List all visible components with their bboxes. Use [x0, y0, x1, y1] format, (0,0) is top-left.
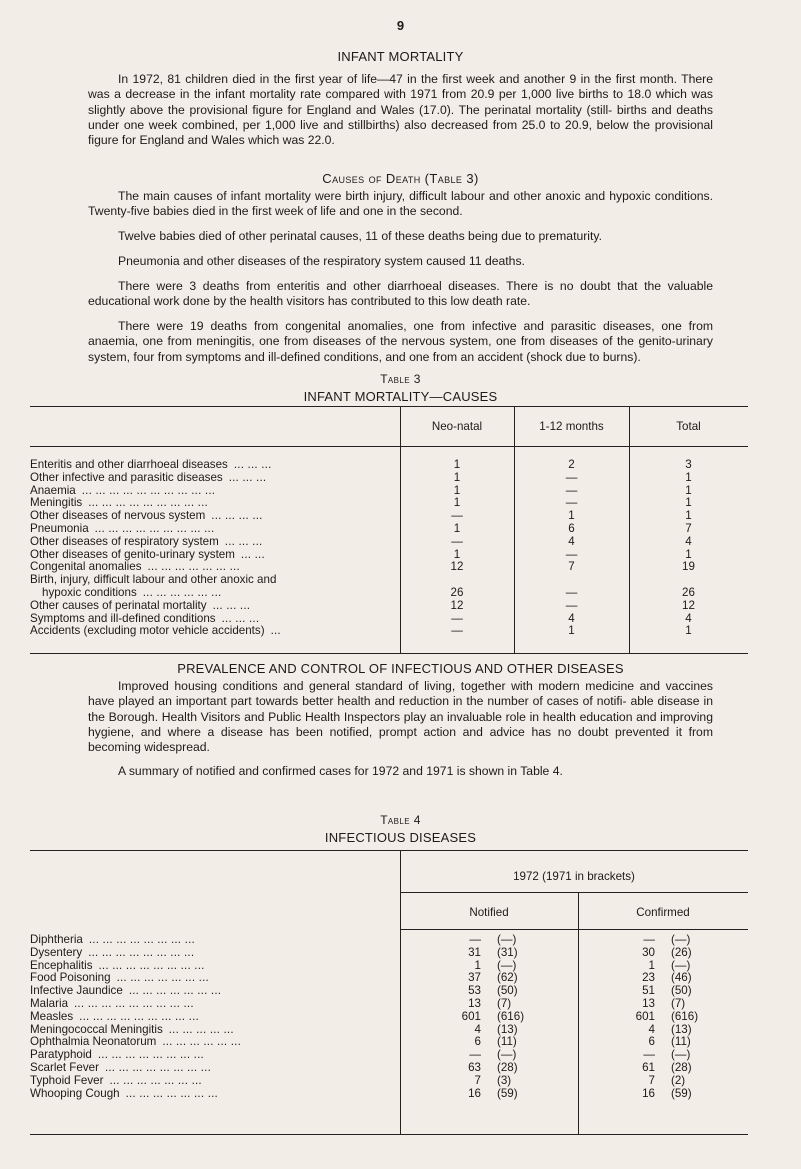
prevalence-paragraph-2: A summary of notified and confirmed cases for 1972 and 1971 is shown in Table 4.: [118, 764, 563, 778]
confirmed-1972: 6: [648, 1035, 655, 1049]
confirmed-1972: 51: [642, 984, 655, 998]
table3: [30, 406, 748, 654]
cause-label: Birth, injury, difficult labour and other anoxic and: [30, 573, 277, 587]
confirmed-1971: (28): [671, 1060, 692, 1074]
neo-natal-value: —: [451, 624, 463, 638]
total-value: 1: [685, 470, 692, 484]
table4-title: INFECTIOUS DISEASES: [324, 830, 477, 845]
months-value: 6: [568, 521, 575, 535]
disease-label: Ophthalmia Neonatorum: [30, 1035, 157, 1049]
table4-row: [30, 1088, 748, 1101]
leader-dots: ... ... ...: [233, 458, 272, 471]
neo-natal-value: —: [451, 611, 463, 625]
disease-cell: [30, 934, 400, 947]
notified-1971: (13): [497, 1022, 518, 1036]
notified-1972: 63: [468, 1060, 481, 1074]
notified-1971: (59): [497, 1086, 518, 1100]
total-value: 1: [685, 509, 692, 523]
table4-row: [30, 1062, 748, 1075]
notified-1972: 31: [468, 945, 481, 959]
cause-label: Meningitis: [30, 496, 83, 510]
confirmed-1971: (616): [671, 1009, 699, 1023]
notified-1971: (—): [497, 1048, 517, 1062]
confirmed-1972: 1: [648, 958, 655, 972]
disease-label: Encephalitis: [30, 958, 93, 972]
notified-1972: 13: [468, 996, 481, 1010]
prevalence-heading: PREVALENCE AND CONTROL OF INFECTIOUS AND OTHER DISEASES: [177, 661, 624, 676]
confirmed-1971: (—): [671, 958, 691, 972]
confirmed-1971: (50): [671, 984, 692, 998]
leader-dots: ... ... ... ... ... ... ...: [128, 984, 222, 998]
table4-row: [30, 1075, 748, 1088]
prevalence-paragraph-1: Improved housing conditions and general standard of living, together with modern medicine and vaccines have played an important part towards better health and reduction in the number of cases of notifi- able disease in the Borough. Health Visitors and Public Health Inspectors play an invaluable role in health education and improving hygiene, and where a disease has been notified, prompt action and advice has no doubt prevented it from becoming widespread.: [88, 679, 713, 755]
neo-natal-value: 12: [450, 560, 464, 574]
months-value: —: [565, 585, 578, 599]
disease-label: Food Poisoning: [30, 971, 111, 985]
neo-natal-value: 1: [453, 470, 461, 484]
leader-dots: ... ... ... ... ... ...: [142, 585, 222, 599]
table3-label: Table 3: [380, 372, 421, 386]
leader-dots: ... ... ...: [224, 534, 263, 548]
total-value: 1: [685, 547, 692, 561]
table3-title: INFANT MORTALITY—CAUSES: [303, 389, 498, 404]
leader-dots: ... ... ... ... ... ... ... ... ...: [94, 521, 215, 535]
leader-dots: ... ... ... ... ...: [168, 1022, 234, 1036]
notified-1972: 601: [461, 1009, 481, 1023]
cause-label: Other infective and parasitic diseases: [30, 470, 223, 484]
disease-cell: [30, 1088, 400, 1101]
confirmed-1972: 7: [648, 1073, 655, 1087]
confirmed-1971: (7): [671, 996, 686, 1010]
leader-dots: ... ... ... ... ... ... ... ...: [97, 1048, 204, 1062]
table4: [30, 850, 748, 1136]
total-value: 19: [682, 560, 695, 574]
confirmed-1972: 4: [648, 1022, 655, 1036]
causes-paragraph-1: The main causes of infant mortality were birth injury, difficult labour and other anoxic and hypoxic conditions. Twenty-five babies died in the first week of life and one in the second.: [88, 189, 713, 219]
disease-label: Malaria: [30, 996, 69, 1010]
disease-label: Scarlet Fever: [30, 1060, 99, 1074]
total-value: 7: [685, 521, 692, 535]
col-total: Total: [676, 420, 701, 433]
cause-label: Pneumonia: [30, 521, 89, 535]
neo-natal-value: 1: [453, 458, 461, 471]
total-value: 4: [685, 611, 692, 625]
notified-1971: (50): [497, 984, 518, 998]
cause-cell: [30, 472, 400, 485]
cause-label: Congenital anomalies: [30, 560, 142, 574]
neo-natal-value: 1: [453, 521, 461, 535]
months-value: 4: [568, 534, 575, 548]
leader-dots: ... ... ... ... ... ... ... ... ...: [88, 496, 208, 510]
infant-mortality-heading: INFANT MORTALITY: [337, 49, 464, 64]
months-value: —: [565, 470, 578, 484]
leader-dots: ... ... ...: [212, 598, 251, 612]
months-value: 1: [568, 509, 575, 523]
leader-dots: ... ...: [240, 547, 265, 561]
leader-dots: ... ... ...: [228, 470, 267, 484]
confirmed-1972: 16: [642, 1086, 655, 1100]
confirmed-1971: (11): [671, 1035, 691, 1049]
neo-natal-value: 1: [453, 496, 461, 510]
leader-dots: ... ... ... ... ... ... ...: [125, 1086, 218, 1100]
leader-dots: ... ... ... ... ... ... ... ...: [104, 1060, 212, 1074]
table4-row: [30, 947, 748, 960]
neo-natal-value: —: [451, 534, 463, 548]
leader-dots: ... ... ... ... ... ... ...: [109, 1073, 202, 1087]
table4-row: [30, 998, 748, 1011]
months-value: 7: [568, 560, 575, 574]
notified-1972: 1: [474, 958, 481, 972]
cause-label: Other diseases of respiratory system: [30, 534, 219, 548]
cause-cell: [30, 625, 400, 638]
disease-label: Infective Jaundice: [30, 984, 123, 998]
confirmed-1972: —: [643, 1048, 655, 1062]
notified-1971: (31): [497, 945, 518, 959]
notified-1971: (11): [497, 1035, 517, 1049]
notified-1971: (62): [497, 971, 518, 985]
cause-label: Other causes of perinatal mortality: [30, 598, 207, 612]
leader-dots: ... ... ...: [221, 611, 260, 625]
causes-paragraph-5: There were 19 deaths from congenital anomalies, one from infective and parasitic diseases, one from anaemia, one from meningitis, one from diseases of the nervous system, one from diseases of the genito-urinary system, four from symptoms and ill-defined conditions, and one from an accident (shock due to burns).: [88, 319, 713, 364]
months-value: 1: [568, 624, 575, 638]
neo-natal-value: —: [451, 509, 463, 523]
total-value: 12: [682, 598, 695, 612]
cause-cell: [30, 485, 400, 498]
table4-body: [30, 934, 748, 1100]
disease-label: Diphtheria: [30, 933, 83, 946]
table4-label: Table 4: [380, 813, 421, 827]
leader-dots: ...: [270, 624, 281, 638]
total-value: 1: [685, 496, 692, 510]
total-value: 3: [685, 458, 692, 471]
confirmed-1972: —: [643, 933, 655, 946]
confirmed-1972: 61: [642, 1060, 655, 1074]
col-neo-natal: Neo-natal: [431, 420, 483, 433]
table3-row: [30, 574, 748, 587]
leader-dots: ... ... ... ... ... ... ... ...: [88, 945, 195, 959]
causes-paragraph-2: Twelve babies died of other perinatal causes, 11 of these deaths being due to prematurity.: [118, 229, 602, 243]
cause-label: Anaemia: [30, 483, 76, 497]
cause-label: Accidents (excluding motor vehicle accidents): [30, 624, 265, 638]
col-1-12-months: 1-12 months: [539, 420, 604, 433]
leader-dots: ... ... ... ...: [211, 509, 263, 523]
col-confirmed: Confirmed: [636, 906, 690, 919]
leader-dots: ... ... ... ... ... ... ...: [116, 971, 209, 985]
disease-label: Whooping Cough: [30, 1086, 120, 1100]
notified-1971: (616): [497, 1009, 525, 1023]
cause-label: Other diseases of genito-urinary system: [30, 547, 235, 561]
col-notified: Notified: [469, 906, 509, 919]
causes-of-death-heading: Causes of Death (Table 3): [322, 171, 479, 186]
neo-natal-value: 26: [450, 585, 464, 599]
cause-label: Symptoms and ill-defined conditions: [30, 611, 216, 625]
notified-1972: 53: [468, 984, 481, 998]
notified-1972: 7: [474, 1073, 481, 1087]
notified-1972: —: [469, 1048, 481, 1062]
cause-label: Other diseases of nervous system: [30, 509, 206, 523]
neo-natal-value: 12: [450, 598, 464, 612]
cause-label: hypoxic conditions: [42, 585, 137, 599]
infant-mortality-paragraph: In 1972, 81 children died in the first year of life—47 in the first week and another 9 in the first month. There was a decrease in the infant mortality rate compared with 1971 from 20.9 per 1,000 live births to 18.0 which was slightly above the provisional figure for England and Wales (17.0). The perinatal mortality (still- births and deaths under one week combined, per 1,000 live and stillbirths) also decreased from 25.0 to 20.9, below the provisional figure for England and Wales which was 22.0.: [88, 72, 713, 148]
confirmed-1971: (13): [671, 1022, 692, 1036]
total-value: 1: [685, 624, 692, 638]
notified-1971: (28): [497, 1060, 518, 1074]
disease-label: Paratyphoid: [30, 1048, 92, 1062]
neo-natal-value: 1: [453, 547, 461, 561]
confirmed-1971: (46): [671, 971, 692, 985]
confirmed-1971: (2): [671, 1073, 686, 1087]
page-number: 9: [396, 18, 405, 33]
disease-label: Typhoid Fever: [30, 1073, 104, 1087]
causes-paragraph-4: There were 3 deaths from enteritis and other diarrhoeal diseases. There is no doubt that the valuable educational work done by the health visitors has contributed to this low death rate.: [88, 279, 713, 309]
leader-dots: ... ... ... ... ... ... ... ... ... ...: [81, 483, 216, 497]
disease-label: Measles: [30, 1009, 74, 1023]
leader-dots: ... ... ... ... ... ...: [162, 1035, 241, 1049]
confirmed-1972: 23: [642, 971, 655, 985]
confirmed-1971: (26): [671, 945, 692, 959]
notified-1972: —: [469, 933, 481, 946]
total-value: 4: [685, 534, 692, 548]
total-value: 26: [682, 585, 695, 599]
confirmed-1972: 30: [642, 945, 655, 959]
months-value: 2: [568, 458, 575, 471]
confirmed-1972: 13: [642, 996, 655, 1010]
table3-row: [30, 472, 748, 485]
leader-dots: ... ... ... ... ... ... ... ... ...: [74, 996, 194, 1010]
months-value: —: [565, 483, 578, 497]
notified-1971: (—): [497, 958, 517, 972]
notified-1971: (3): [497, 1073, 512, 1087]
notified-1971: (—): [497, 933, 517, 946]
notified-1971: (7): [497, 996, 512, 1010]
confirmed-1971: (—): [671, 1048, 691, 1062]
notified-1972: 16: [468, 1086, 481, 1100]
confirmed-1971: (59): [671, 1086, 692, 1100]
table3-body: [30, 459, 748, 638]
notified-1972: 37: [468, 971, 481, 985]
disease-cell: [30, 998, 400, 1011]
neo-natal-value: 1: [453, 483, 461, 497]
table3-row: [30, 625, 748, 638]
table4-row: [30, 934, 748, 947]
disease-label: Dysentery: [30, 945, 83, 959]
leader-dots: ... ... ... ... ... ... ...: [147, 560, 240, 574]
notified-1972: 4: [474, 1022, 481, 1036]
leader-dots: ... ... ... ... ... ... ... ... ...: [79, 1009, 199, 1023]
table4-group-header: 1972 (1971 in brackets): [513, 870, 635, 883]
total-value: 1: [685, 483, 692, 497]
confirmed-1972: 601: [635, 1009, 655, 1023]
confirmed-1971: (—): [671, 933, 691, 946]
cause-label: Enteritis and other diarrhoeal diseases: [30, 458, 228, 471]
leader-dots: ... ... ... ... ... ... ... ...: [98, 958, 205, 972]
months-value: —: [565, 547, 578, 561]
leader-dots: ... ... ... ... ... ... ... ...: [88, 933, 195, 946]
notified-1972: 6: [474, 1035, 481, 1049]
months-value: —: [565, 496, 578, 510]
disease-label: Meningococcal Meningitis: [30, 1022, 163, 1036]
causes-paragraph-3: Pneumonia and other diseases of the respiratory system caused 11 deaths.: [118, 254, 525, 268]
months-value: —: [565, 598, 578, 612]
months-value: 4: [568, 611, 575, 625]
